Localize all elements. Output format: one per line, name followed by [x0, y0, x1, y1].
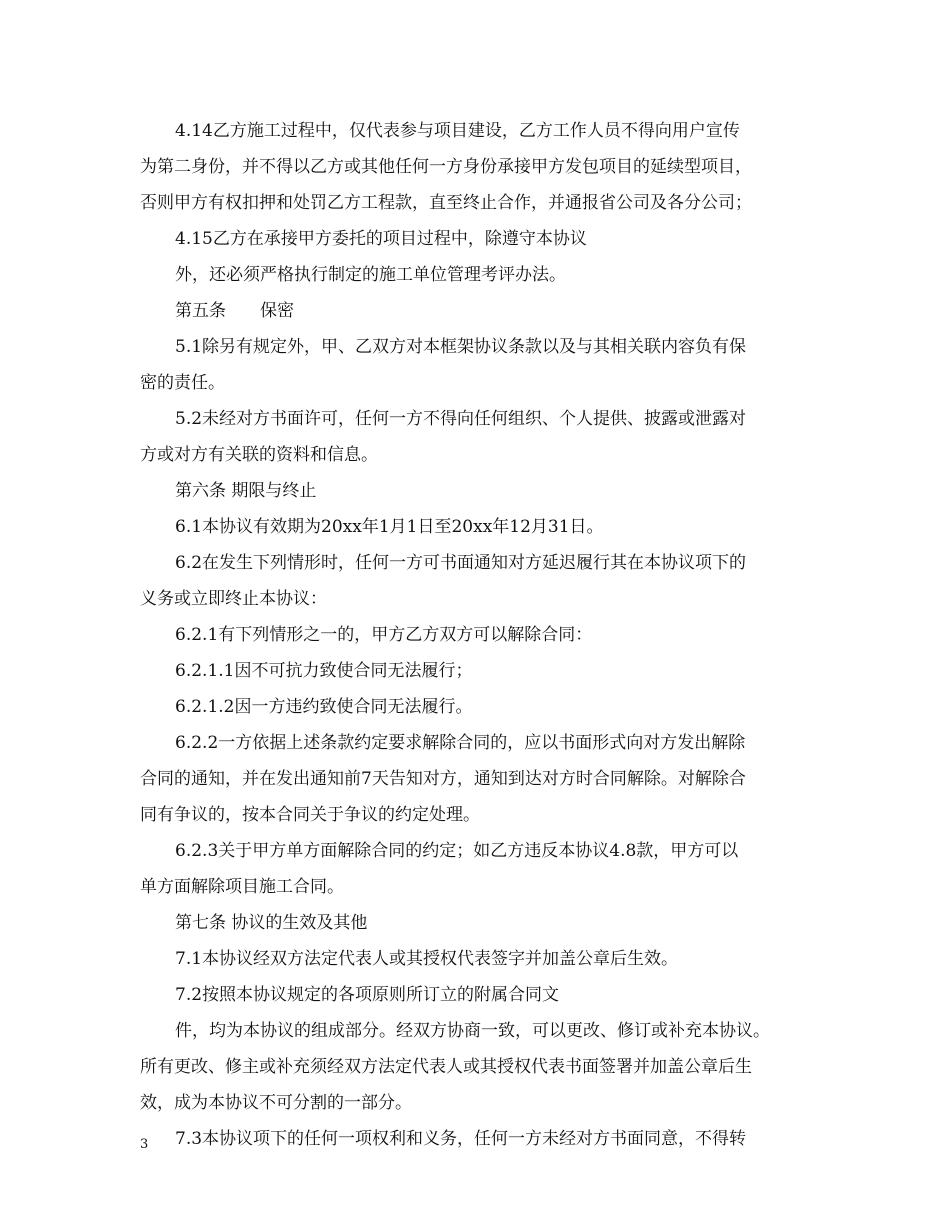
- text-line: 6.2.1.1因不可抗力致使合同无法履行；: [175, 661, 473, 681]
- page-number: 3: [140, 1137, 149, 1152]
- text-line: 6.2.3关于甲方单方面解除合同的约定；如乙方违反本协议4.8款，甲方可以: [175, 841, 739, 861]
- section-heading: 第七条 协议的生效及其他: [175, 913, 368, 933]
- text-line: 6.2.1有下列情形之一的，甲方乙方双方可以解除合同：: [175, 625, 593, 645]
- text-line: 7.1本协议经双方法定代表人或其授权代表签字并加盖公章后生效。: [175, 949, 679, 969]
- text-line: 6.1本协议有效期为20xx年1月1日至20xx年12月31日。: [175, 517, 604, 537]
- text-line: 5.2未经对方书面许可，任何一方不得向任何组织、个人提供、披露或泄露对: [175, 409, 747, 429]
- text-line: 4.15乙方在承接甲方委托的项目过程中，除遵守本协议: [175, 229, 587, 249]
- text-line: 7.2按照本协议规定的各项原则所订立的附属合同文: [175, 985, 560, 1005]
- text-line: 同有争议的，按本合同关于争议的约定处理。: [140, 805, 480, 825]
- text-line: 方或对方有关联的资料和信息。: [140, 445, 378, 465]
- text-line: 否则甲方有权扣押和处罚乙方工程款，直至终止合作，并通报省公司及各分公司；: [140, 193, 752, 213]
- text-line: 密的责任。: [140, 373, 225, 393]
- text-line: 为第二身份，并不得以乙方或其他任何一方身份承接甲方发包项目的延续型项目，: [140, 157, 752, 177]
- text-line: 合同的通知，并在发出通知前7天告知对方，通知到达对方时合同解除。对解除合: [140, 769, 746, 789]
- text-line: 6.2在发生下列情形时，任何一方可书面通知对方延迟履行其在本协议项下的: [175, 553, 747, 573]
- text-line: 效，成为本协议不可分割的一部分。: [140, 1093, 412, 1113]
- text-line: 4.14乙方施工过程中，仅代表参与项目建设，乙方工作人员不得向用户宣传: [175, 121, 740, 141]
- text-line: 义务或立即终止本协议：: [140, 589, 327, 609]
- section-heading: 第六条 期限与终止: [175, 481, 317, 501]
- text-line: 所有更改、修主或补充须经双方法定代表人或其授权代表书面签署并加盖公章后生: [140, 1057, 752, 1077]
- text-line: 7.3本协议项下的任何一项权利和义务，任何一方未经对方书面同意，不得转: [175, 1129, 747, 1149]
- text-line: 外，还必须严格执行制定的施工单位管理考评办法。: [175, 265, 566, 285]
- text-line: 件，均为本协议的组成部分。经双方协商一致，可以更改、修订或补充本协议。: [175, 1021, 770, 1041]
- text-line: 6.2.1.2因一方违约致使合同无法履行。: [175, 697, 473, 717]
- text-line: 6.2.2一方依据上述条款约定要求解除合同的，应以书面形式向对方发出解除: [175, 733, 746, 753]
- text-line: 单方面解除项目施工合同。: [140, 877, 344, 897]
- text-line: 5.1除另有规定外，甲、乙双方对本框架协议条款以及与其相关联内容负有保: [175, 337, 747, 357]
- section-heading: 第五条 保密: [175, 301, 294, 321]
